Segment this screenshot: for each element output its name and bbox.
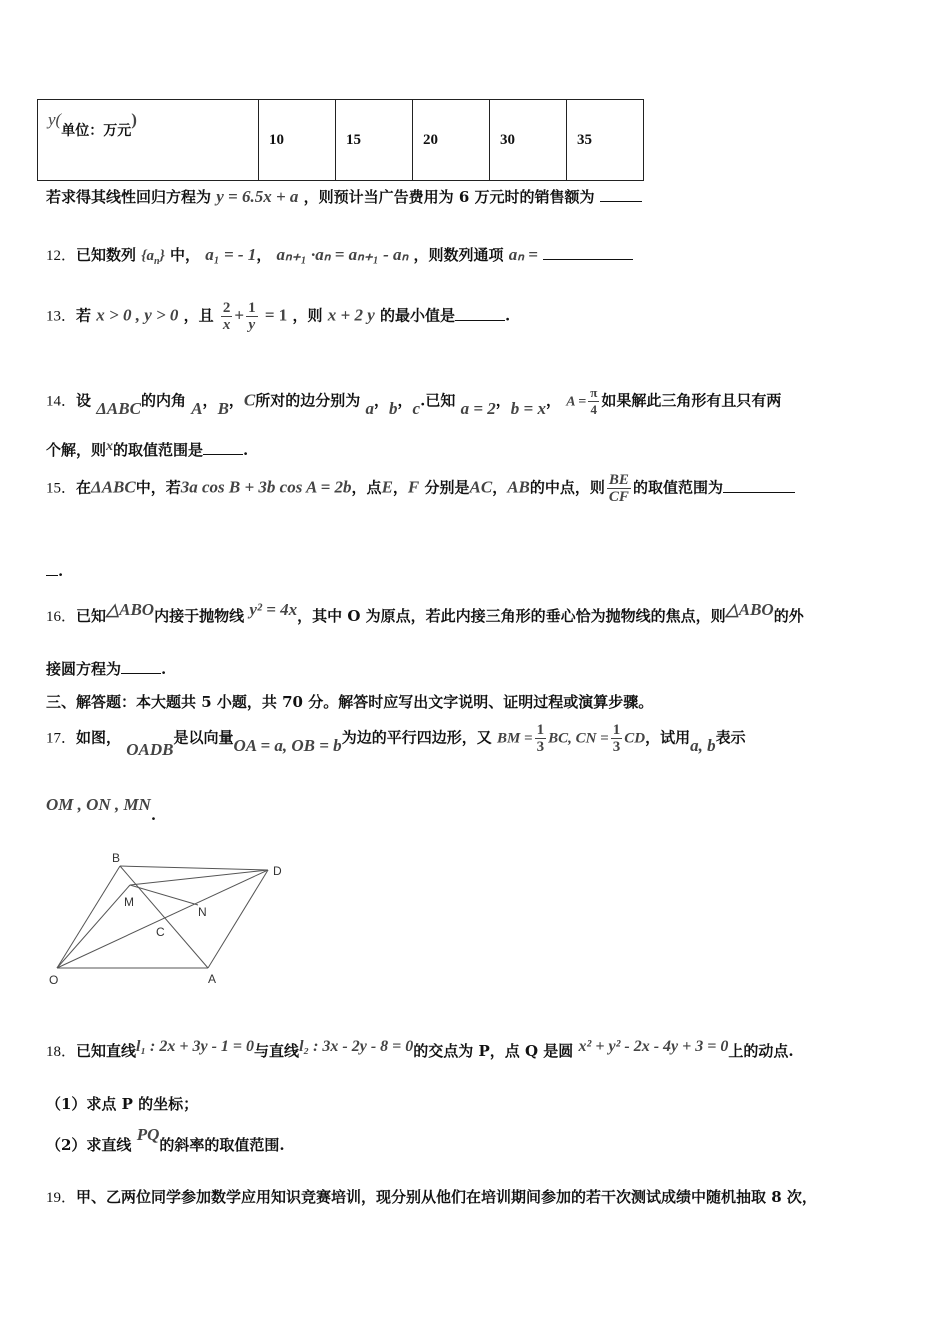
question-number: 12． [46,248,77,264]
text: 中，若 [135,478,181,497]
condition: x > 0 , y > 0 [96,305,179,325]
text: 的中点，则 [529,478,605,497]
text: 表示 [715,728,746,747]
variable-x: x [106,439,114,454]
numerator: π [590,385,598,400]
denominator: y [248,317,256,333]
circle-equation: x² + y² - 2x - 4y + 3 = 0 [578,1038,729,1055]
text: ，试用 [645,728,691,747]
question-15-line-2 [46,562,63,580]
segment-om [57,885,130,968]
text: （2）求直线 [46,1136,132,1154]
answer-blank [543,259,633,260]
period: . [150,806,157,824]
condition-1: a₁ = - 1 [205,245,257,264]
label-c: C [156,925,165,939]
text: 如图， [76,728,122,747]
segment-ab: AB [507,477,530,497]
row-label-variable: y( [48,110,62,129]
label-n: N [198,905,207,919]
row-label-cell [38,100,259,181]
table-cell: 10 [259,100,336,181]
line-l2: l₂ : 3x - 2y - 8 = 0 [299,1038,414,1055]
text: ，则预计当广告费用为 6 万元时的销售额为 [303,188,595,206]
condition-1: a = 2 [460,398,496,418]
parallelogram: OADB [126,739,174,759]
numerator: BE [608,472,629,488]
angle-b: B [217,398,229,418]
text: 的外 [773,607,804,625]
angle-lhs: A = [566,394,587,410]
question-17 [46,722,746,759]
sequence: {a [141,248,154,264]
side-c: c [412,398,421,418]
text: ，则数列通项 [413,246,504,264]
question-number: 17． [46,730,77,747]
text: 的取值范围为 [632,478,723,497]
text: 分别是 [424,478,470,497]
line-l1: l₁ : 2x + 3y - 1 = 0 [136,1038,255,1055]
text: 个解，则 [46,441,107,459]
target-expression: aₙ = [508,245,538,264]
equation: 3a cos B + 3b cos A = 2b [180,477,352,497]
label-b: B [112,851,121,865]
answer-blank [600,201,642,202]
text: 的斜率的取值范围. [159,1136,285,1154]
diagonal-od [57,870,268,968]
expression: x + 2 y [327,305,375,325]
text: 中， [170,246,201,264]
text: 所对的边分别为 [255,391,361,410]
data-table [37,99,644,181]
answer-blank [121,673,161,674]
question-number: 15． [46,480,77,497]
fraction [611,722,623,755]
label-o: O [49,973,59,987]
sequence-subscript: n [154,256,160,267]
table-cell: 20 [413,100,490,181]
fraction [535,722,547,755]
triangle: ΔABC [96,398,141,418]
answer-blank [455,320,505,321]
question-14: 14．设 ΔABC的内角 A，B，C所对的边分别为 a，b，c.已知 a = 2，b = x， A = $\frac{\pi}{4}$ 如果解此三角形有且只有两 [46,385,782,418]
text: 的最小值是 [379,306,455,325]
angle-a: A [191,398,203,418]
text: ，则 [292,306,323,325]
segment-cd: CD [624,730,646,747]
target-vectors: OM , ON , MN [46,795,151,814]
question-13: 13．若 x > 0 , y > 0 ，且 $\frac{2}{x}$ + $\frac{1}{y}$ = 1 ，则 x + 2 y 的最小值是 . [46,300,511,333]
fraction [246,300,258,333]
section-heading: 三、解答题：本大题共 5 小题，共 70 分。解答时应写出文字说明、证明过程或演算步骤。 [46,693,654,711]
edge-ob [57,866,120,968]
vectors: OA = a, OB = b [233,735,342,755]
numerator: 1 [248,300,256,316]
question-number: 19． [46,1190,77,1206]
denominator: x [222,317,231,333]
text: 内接于抛物线 [154,607,245,625]
edge-ad [208,870,268,968]
text: ，点 [351,478,382,497]
text: 甲、乙两位同学参加数学应用知识竞赛培训，现分别从他们在培训期间参加的若干次测试成绩中随机抽取 8 次， [76,1188,817,1206]
fraction [221,300,233,333]
question-19 [46,1186,817,1207]
regression-equation: y = 6.5x + a [216,187,299,206]
numerator: 2 [222,300,231,316]
question-14-line-2 [46,439,248,460]
question-15: 15．在ΔABC中，若3a cos B + 3b cos A = 2b，点E，F 分别是AC，AB的中点，则 $\frac{BE}{CF}$ 的取值范围为 [46,472,795,505]
q11-tail [46,186,642,207]
table-cell: 30 [490,100,567,181]
answer-blank [723,492,795,493]
denominator: 3 [612,739,621,755]
text: 设 [76,391,92,410]
period: . [58,562,64,580]
text: 已知数列 [76,246,137,264]
text: .已知 [420,391,456,410]
text: 如果解此三角形有且只有两 [601,391,782,410]
point-e: E [381,477,393,497]
text: ，且 [183,306,214,325]
denominator: 3 [536,739,545,755]
question-18-part-2 [46,1125,285,1155]
question-16-line-2 [46,658,166,679]
side-b: b [389,398,398,418]
text: 接圆方程为 [46,660,122,678]
question-number: 18． [46,1044,77,1060]
line-pq: PQ [136,1125,160,1144]
label-d: D [273,864,282,878]
condition-2: aₙ₊₁ ·aₙ = aₙ₊₁ - aₙ [276,245,409,264]
period: . [161,660,167,678]
question-16 [46,600,804,626]
table-cell: 35 [567,100,644,181]
text: 是以向量 [173,728,234,747]
triangle: ΔABC [91,477,136,497]
question-12: 12．已知数列 $\{a_n\}$ 中， a₁ = - 1， aₙ₊₁ ·aₙ = aₙ₊₁ - aₙ ，则数列通项 aₙ = [46,244,633,267]
table-cell: 15 [336,100,413,181]
text: 在 [76,478,92,497]
parallelogram-figure [42,848,292,990]
period: . [243,441,249,459]
parabola-equation: y² = 4x [249,600,298,619]
condition-2: b = x [510,398,546,418]
text: 若 [76,306,92,325]
triangle: △ABO [725,600,774,619]
text: 的内角 [140,391,186,410]
equation-rhs: = 1 [264,305,288,325]
cn-expression: BC, CN = [548,730,609,747]
question-number: 13． [46,308,77,325]
row-label-close: ) [131,110,137,129]
label-m: M [124,895,134,909]
text: 若求得其线性回归方程为 [46,188,212,206]
vector-names: a, b [690,735,716,755]
text: 的交点为 P，点 Q 是圆 [413,1042,574,1060]
text: 已知直线 [76,1042,137,1060]
angle-c: C [243,390,256,410]
question-18 [46,1040,794,1061]
question-17-line-2 [46,795,157,824]
side-a: a [365,398,375,418]
denominator: CF [608,489,629,505]
text: 的取值范围是 [113,441,204,459]
text: 与直线 [254,1042,300,1060]
text: 上的动点. [728,1042,794,1060]
text: ，其中 O 为原点，若此内接三角形的垂心恰为抛物线的焦点，则 [297,607,726,625]
label-a: A [208,972,217,986]
numerator: 1 [612,722,621,738]
point-f: F [407,477,420,497]
segment-md [130,870,268,885]
segment-mn [130,885,198,905]
answer-blank [203,454,243,455]
question-18-part-1: （1）求点 P 的坐标； [46,1095,199,1113]
edge-bd [120,866,268,870]
triangle: △ABO [106,600,155,619]
answer-blank [46,575,58,576]
bm-expression: BM = [496,730,533,747]
fraction [588,385,599,418]
question-number: 16． [46,609,77,625]
table-row [38,100,644,181]
row-label-unit: 单位：万元 [61,123,132,139]
period: . [505,306,511,325]
sequence-close: } [159,248,165,264]
text: 已知 [76,607,107,625]
denominator: 4 [590,402,598,417]
segment-ac: AC [469,477,493,497]
question-number: 14． [46,393,77,410]
numerator: 1 [536,722,545,738]
text: 为边的平行四边形，又 [341,728,492,747]
fraction [607,472,631,505]
